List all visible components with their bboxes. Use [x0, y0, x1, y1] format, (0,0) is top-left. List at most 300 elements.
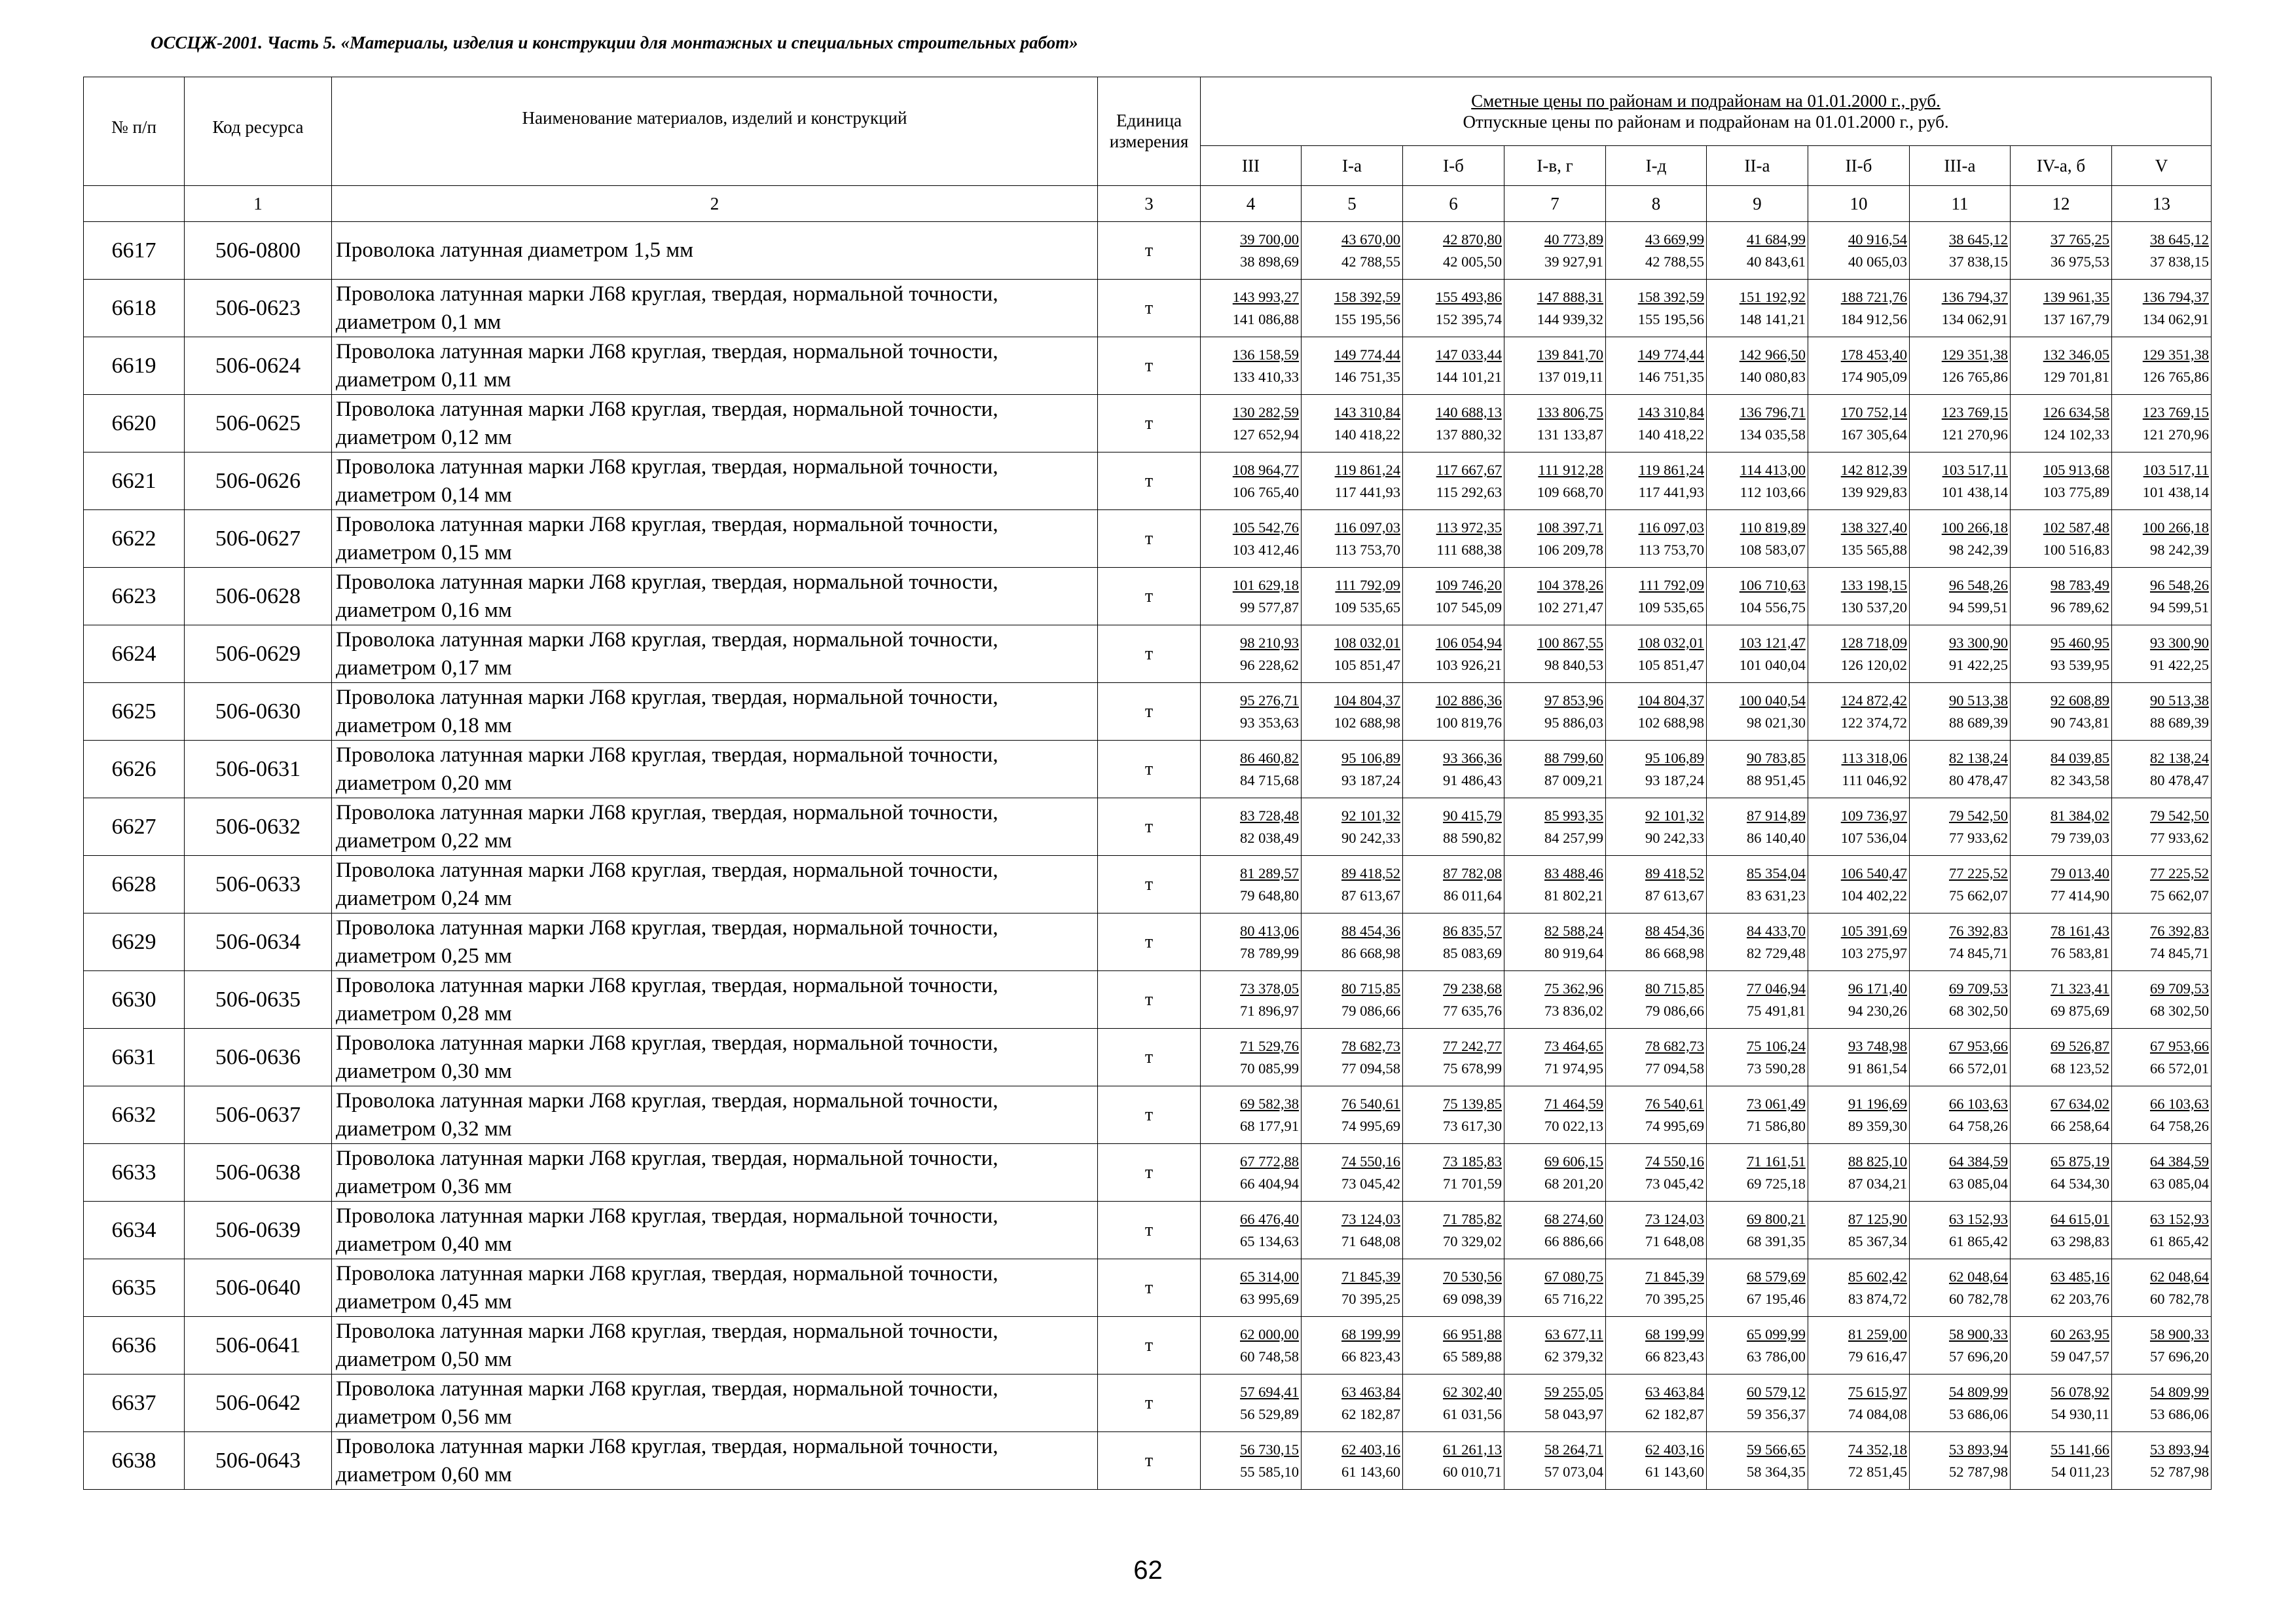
header-release-prices: Отпускные цены по районам и подрайонам на 01.01.2000 г., руб.: [1463, 112, 1949, 132]
table-row: [84, 625, 2212, 683]
release-price: 91 486,43: [1443, 771, 1502, 788]
release-price: 71 648,08: [1645, 1232, 1704, 1249]
estimate-price: 119 861,24: [1334, 461, 1400, 478]
release-price: 144 939,32: [1537, 310, 1603, 327]
page-number: 62: [1133, 1556, 1163, 1585]
price-cell: [1504, 856, 1606, 913]
release-price: 37 838,15: [2150, 253, 2210, 270]
estimate-price: 129 351,38: [1941, 346, 2008, 363]
column-index: 4: [1201, 186, 1302, 222]
estimate-price: 123 769,15: [2142, 403, 2210, 420]
estimate-price: 79 542,50: [1949, 807, 2008, 824]
estimate-price: 87 914,89: [1747, 807, 1806, 824]
release-price: 131 133,87: [1537, 426, 1603, 443]
release-price: 102 271,47: [1537, 599, 1603, 616]
release-price: 78 789,99: [1240, 944, 1299, 961]
release-price: 109 535,65: [1637, 599, 1704, 616]
release-price: 126 120,02: [1840, 656, 1907, 673]
release-price: 74 845,71: [2150, 944, 2210, 961]
unit: т: [1098, 1086, 1201, 1144]
price-cell: [2112, 741, 2212, 798]
header-price-group: [1201, 77, 2212, 146]
release-price: 66 404,94: [1240, 1175, 1299, 1192]
estimate-price: 74 550,16: [1341, 1153, 1400, 1170]
release-price: 113 753,70: [1638, 541, 1704, 558]
release-price: 74 995,69: [1341, 1117, 1400, 1134]
row-number: 6621: [84, 452, 185, 510]
release-price: 82 343,58: [2050, 771, 2109, 788]
estimate-price: 82 138,24: [2150, 749, 2210, 766]
price-cell: [1606, 683, 1707, 741]
estimate-price: 53 893,94: [2150, 1441, 2210, 1458]
price-cell: [1910, 337, 2011, 395]
row-number: 6624: [84, 625, 185, 683]
unit: т: [1098, 395, 1201, 452]
price-cell: [2011, 568, 2112, 625]
estimate-price: 136 794,37: [2142, 288, 2210, 305]
price-cell: [1403, 1432, 1504, 1490]
release-price: 77 414,90: [2050, 887, 2109, 904]
table-row: [84, 280, 2212, 337]
row-number: 6633: [84, 1144, 185, 1202]
column-index-row: [84, 186, 2212, 222]
price-cell: [1403, 1375, 1504, 1432]
release-price: 121 270,96: [1941, 426, 2008, 443]
unit: т: [1098, 452, 1201, 510]
table-row: [84, 1202, 2212, 1259]
estimate-price: 73 464,65: [1544, 1037, 1603, 1054]
release-price: 100 819,76: [1435, 714, 1502, 731]
release-price: 69 725,18: [1747, 1175, 1806, 1192]
price-cell: [1302, 452, 1403, 510]
price-cell: [1201, 1432, 1302, 1490]
unit: т: [1098, 683, 1201, 741]
estimate-price: 84 433,70: [1747, 922, 1806, 939]
price-cell: [1302, 337, 1403, 395]
table-row: [84, 1086, 2212, 1144]
release-price: 62 203,76: [2050, 1290, 2109, 1307]
price-cell: [1808, 971, 1910, 1029]
price-cell: [1910, 913, 2011, 971]
release-price: 117 441,93: [1334, 483, 1400, 500]
price-cell: [2112, 1202, 2212, 1259]
estimate-price: 97 853,96: [1544, 692, 1603, 709]
price-cell: [1201, 741, 1302, 798]
estimate-price: 106 054,94: [1435, 634, 1502, 651]
price-cell: [1302, 222, 1403, 280]
unit: т: [1098, 1144, 1201, 1202]
estimate-price: 85 354,04: [1747, 864, 1806, 881]
release-price: 74 084,08: [1848, 1405, 1907, 1422]
estimate-price: 143 993,27: [1232, 288, 1299, 305]
price-cell: [2112, 1086, 2212, 1144]
release-price: 109 535,65: [1334, 599, 1400, 616]
release-price: 89 359,30: [1848, 1117, 1907, 1134]
estimate-price: 41 684,99: [1747, 231, 1806, 248]
unit: т: [1098, 625, 1201, 683]
price-cell: [1403, 337, 1504, 395]
estimate-price: 93 300,90: [2150, 634, 2210, 651]
resource-code: 506-0623: [185, 280, 332, 337]
estimate-price: 130 282,59: [1232, 403, 1299, 420]
resource-code: 506-0641: [185, 1317, 332, 1375]
release-price: 126 765,86: [1941, 368, 2008, 385]
price-cell: [1403, 971, 1504, 1029]
resource-code: 506-0638: [185, 1144, 332, 1202]
release-price: 80 919,64: [1544, 944, 1603, 961]
price-cell: [1606, 1259, 1707, 1317]
release-price: 113 753,70: [1334, 541, 1400, 558]
release-price: 86 668,98: [1645, 944, 1704, 961]
estimate-price: 88 454,36: [1645, 922, 1704, 939]
price-cell: [2112, 683, 2212, 741]
estimate-price: 158 392,59: [1334, 288, 1400, 305]
release-price: 174 905,09: [1840, 368, 1907, 385]
price-cell: [1201, 280, 1302, 337]
estimate-price: 89 418,52: [1645, 864, 1704, 881]
estimate-price: 95 106,89: [1645, 749, 1704, 766]
release-price: 102 688,98: [1637, 714, 1704, 731]
release-price: 74 995,69: [1645, 1117, 1704, 1134]
material-name: Проволока латунная марки Л68 круглая, твердая, нормальной точности, диаметром 0,18 мм: [332, 683, 1098, 741]
release-price: 139 929,83: [1840, 483, 1907, 500]
price-cell: [1504, 683, 1606, 741]
release-price: 58 043,97: [1544, 1405, 1603, 1422]
estimate-price: 136 794,37: [1941, 288, 2008, 305]
release-price: 60 748,58: [1240, 1348, 1299, 1365]
estimate-price: 71 845,39: [1645, 1268, 1704, 1285]
unit: т: [1098, 1375, 1201, 1432]
release-price: 101 438,14: [2142, 483, 2210, 500]
release-price: 67 195,46: [1747, 1290, 1806, 1307]
release-price: 82 729,48: [1747, 944, 1806, 961]
material-name: Проволока латунная марки Л68 круглая, твердая, нормальной точности, диаметром 0,1 мм: [332, 280, 1098, 337]
release-price: 61 031,56: [1443, 1405, 1502, 1422]
price-cell: [1606, 395, 1707, 452]
estimate-price: 81 289,57: [1240, 864, 1299, 881]
price-cell: [1504, 971, 1606, 1029]
estimate-price: 93 300,90: [1949, 634, 2008, 651]
price-cell: [1403, 452, 1504, 510]
estimate-price: 40 773,89: [1544, 231, 1603, 248]
release-price: 95 886,03: [1544, 714, 1603, 731]
release-price: 75 678,99: [1443, 1060, 1502, 1077]
estimate-price: 91 196,69: [1848, 1095, 1907, 1112]
estimate-price: 117 667,67: [1436, 461, 1502, 478]
price-cell: [1707, 971, 1808, 1029]
estimate-price: 54 809,99: [1949, 1383, 2008, 1400]
release-price: 117 441,93: [1638, 483, 1704, 500]
estimate-price: 53 893,94: [1949, 1441, 2008, 1458]
release-price: 86 011,64: [1443, 887, 1502, 904]
estimate-price: 147 033,44: [1435, 346, 1502, 363]
price-cell: [1504, 1432, 1606, 1490]
price-cell: [2011, 395, 2112, 452]
material-name: Проволока латунная диаметром 1,5 мм: [332, 222, 1098, 280]
release-price: 63 786,00: [1747, 1348, 1806, 1365]
estimate-price: 73 185,83: [1443, 1153, 1502, 1170]
estimate-price: 64 384,59: [1949, 1153, 2008, 1170]
estimate-price: 73 378,05: [1240, 980, 1299, 997]
release-price: 90 743,81: [2050, 714, 2109, 731]
column-index: 2: [332, 186, 1098, 222]
price-cell: [1606, 510, 1707, 568]
estimate-price: 60 263,95: [2050, 1325, 2109, 1342]
table-row: [84, 683, 2212, 741]
table-row: [84, 798, 2212, 856]
price-cell: [2011, 856, 2112, 913]
estimate-price: 59 255,05: [1544, 1383, 1603, 1400]
release-price: 61 865,42: [2150, 1232, 2210, 1249]
price-cell: [1910, 1375, 2011, 1432]
release-price: 61 865,42: [1949, 1232, 2008, 1249]
estimate-price: 143 310,84: [1334, 403, 1400, 420]
estimate-price: 40 916,54: [1848, 231, 1907, 248]
resource-code: 506-0634: [185, 913, 332, 971]
release-price: 93 353,63: [1240, 714, 1299, 731]
resource-code: 506-0630: [185, 683, 332, 741]
price-cell: [2011, 1202, 2112, 1259]
release-price: 85 367,34: [1848, 1232, 1907, 1249]
release-price: 53 686,06: [1949, 1405, 2008, 1422]
price-cell: [1403, 568, 1504, 625]
price-cell: [1808, 856, 1910, 913]
release-price: 87 009,21: [1544, 771, 1603, 788]
release-price: 91 422,25: [1949, 656, 2008, 673]
table-row: [84, 1317, 2212, 1375]
material-name: Проволока латунная марки Л68 круглая, твердая, нормальной точности, диаметром 0,30 мм: [332, 1029, 1098, 1086]
table-row: [84, 856, 2212, 913]
estimate-price: 111 792,09: [1335, 576, 1400, 593]
price-cell: [1606, 280, 1707, 337]
price-cell: [1504, 452, 1606, 510]
column-index: 3: [1098, 186, 1201, 222]
price-cell: [1606, 1317, 1707, 1375]
estimate-price: 78 682,73: [1645, 1037, 1704, 1054]
estimate-price: 119 861,24: [1638, 461, 1704, 478]
release-price: 144 101,21: [1435, 368, 1502, 385]
release-price: 90 242,33: [1341, 829, 1400, 846]
price-cell: [1707, 568, 1808, 625]
price-cell: [1504, 1029, 1606, 1086]
estimate-price: 71 845,39: [1341, 1268, 1400, 1285]
header-name: Наименование материалов, изделий и конструкций: [332, 77, 1098, 186]
header-region: I-б: [1403, 146, 1504, 186]
release-price: 109 668,70: [1537, 483, 1603, 500]
release-price: 106 765,40: [1232, 483, 1299, 500]
price-cell: [1201, 913, 1302, 971]
price-cell: [1707, 222, 1808, 280]
unit: т: [1098, 856, 1201, 913]
release-price: 104 556,75: [1739, 599, 1806, 616]
estimate-price: 93 366,36: [1443, 749, 1502, 766]
release-price: 121 270,96: [2142, 426, 2210, 443]
row-number: 6632: [84, 1086, 185, 1144]
estimate-price: 58 264,71: [1544, 1441, 1603, 1458]
estimate-price: 84 039,85: [2050, 749, 2109, 766]
release-price: 40 843,61: [1747, 253, 1806, 270]
release-price: 94 230,26: [1848, 1002, 1907, 1019]
unit: т: [1098, 741, 1201, 798]
row-number: 6626: [84, 741, 185, 798]
price-cell: [1504, 1086, 1606, 1144]
estimate-price: 64 384,59: [2150, 1153, 2210, 1170]
unit: т: [1098, 1202, 1201, 1259]
estimate-price: 66 103,63: [2150, 1095, 2210, 1112]
price-cell: [1403, 856, 1504, 913]
release-price: 68 123,52: [2050, 1060, 2109, 1077]
price-cell: [1808, 222, 1910, 280]
estimate-price: 132 346,05: [2043, 346, 2109, 363]
price-cell: [1302, 510, 1403, 568]
price-cell: [1201, 625, 1302, 683]
price-cell: [1201, 1029, 1302, 1086]
estimate-price: 88 825,10: [1848, 1153, 1907, 1170]
estimate-price: 76 392,83: [2150, 922, 2210, 939]
estimate-price: 142 966,50: [1739, 346, 1806, 363]
estimate-price: 66 476,40: [1240, 1210, 1299, 1227]
price-cell: [2112, 1375, 2212, 1432]
release-price: 79 739,03: [2050, 829, 2109, 846]
price-cell: [1201, 337, 1302, 395]
release-price: 83 631,23: [1747, 887, 1806, 904]
price-cell: [1403, 1029, 1504, 1086]
material-name: Проволока латунная марки Л68 круглая, твердая, нормальной точности, диаметром 0,50 мм: [332, 1317, 1098, 1375]
estimate-price: 136 158,59: [1232, 346, 1299, 363]
release-price: 79 086,66: [1645, 1002, 1704, 1019]
release-price: 52 787,98: [1949, 1463, 2008, 1480]
release-price: 66 823,43: [1341, 1348, 1400, 1365]
release-price: 75 662,07: [2150, 887, 2210, 904]
price-cell: [2112, 568, 2212, 625]
estimate-price: 78 161,43: [2050, 922, 2109, 939]
price-cell: [1707, 741, 1808, 798]
row-number: 6620: [84, 395, 185, 452]
estimate-price: 43 669,99: [1645, 231, 1704, 248]
estimate-price: 139 841,70: [1537, 346, 1603, 363]
estimate-price: 87 125,90: [1848, 1210, 1907, 1227]
table-row: [84, 452, 2212, 510]
price-cell: [2112, 395, 2212, 452]
price-cell: [2112, 856, 2212, 913]
price-cell: [1910, 1259, 2011, 1317]
table-row: [84, 395, 2212, 452]
column-index: 11: [1910, 186, 2011, 222]
estimate-price: 62 403,16: [1645, 1441, 1704, 1458]
estimate-price: 89 418,52: [1341, 864, 1400, 881]
estimate-price: 59 566,65: [1747, 1441, 1806, 1458]
release-price: 107 545,09: [1435, 599, 1502, 616]
resource-code: 506-0637: [185, 1086, 332, 1144]
price-cell: [1201, 971, 1302, 1029]
release-price: 37 838,15: [1949, 253, 2008, 270]
price-cell: [1504, 1144, 1606, 1202]
price-cell: [1808, 798, 1910, 856]
unit: т: [1098, 280, 1201, 337]
estimate-price: 55 141,66: [2050, 1441, 2109, 1458]
price-cell: [1504, 510, 1606, 568]
estimate-price: 92 608,89: [2050, 692, 2109, 709]
table-row: [84, 913, 2212, 971]
price-cell: [1504, 625, 1606, 683]
estimate-price: 77 242,77: [1443, 1037, 1502, 1054]
resource-code: 506-0633: [185, 856, 332, 913]
release-price: 146 751,35: [1637, 368, 1704, 385]
release-price: 86 140,40: [1747, 829, 1806, 846]
price-cell: [2011, 1086, 2112, 1144]
release-price: 103 926,21: [1435, 656, 1502, 673]
release-price: 134 062,91: [2142, 310, 2210, 327]
release-price: 56 529,89: [1240, 1405, 1299, 1422]
price-cell: [1606, 971, 1707, 1029]
row-number: 6617: [84, 222, 185, 280]
estimate-price: 81 384,02: [2050, 807, 2109, 824]
price-cell: [1504, 568, 1606, 625]
release-price: 59 356,37: [1747, 1405, 1806, 1422]
release-price: 80 478,47: [2150, 771, 2210, 788]
estimate-price: 80 715,85: [1341, 980, 1400, 997]
price-cell: [2112, 913, 2212, 971]
price-cell: [2011, 798, 2112, 856]
release-price: 70 395,25: [1645, 1290, 1704, 1307]
release-price: 63 298,83: [2050, 1232, 2109, 1249]
release-price: 81 802,21: [1544, 887, 1603, 904]
price-cell: [1808, 395, 1910, 452]
price-cell: [2011, 337, 2112, 395]
price-cell: [1606, 798, 1707, 856]
estimate-price: 63 152,93: [2150, 1210, 2210, 1227]
estimate-price: 75 362,96: [1544, 980, 1603, 997]
row-number: 6637: [84, 1375, 185, 1432]
estimate-price: 77 225,52: [2150, 864, 2210, 881]
material-name: Проволока латунная марки Л68 круглая, твердая, нормальной точности, диаметром 0,32 мм: [332, 1086, 1098, 1144]
price-cell: [1808, 1259, 1910, 1317]
estimate-price: 170 752,14: [1840, 403, 1907, 420]
estimate-price: 62 403,16: [1341, 1441, 1400, 1458]
estimate-price: 105 391,69: [1840, 922, 1907, 939]
estimate-price: 128 718,09: [1840, 634, 1907, 651]
price-cell: [1910, 1317, 2011, 1375]
estimate-price: 104 804,37: [1334, 692, 1400, 709]
price-cell: [1504, 280, 1606, 337]
release-price: 140 418,22: [1334, 426, 1400, 443]
estimate-price: 140 688,13: [1435, 403, 1502, 420]
estimate-price: 100 040,54: [1739, 692, 1806, 709]
estimate-price: 133 198,15: [1840, 576, 1907, 593]
estimate-price: 138 327,40: [1840, 519, 1907, 536]
release-price: 100 516,83: [2043, 541, 2109, 558]
estimate-price: 76 540,61: [1341, 1095, 1400, 1112]
header-region: V: [2112, 146, 2212, 186]
estimate-price: 82 588,24: [1544, 922, 1603, 939]
unit: т: [1098, 971, 1201, 1029]
price-cell: [2112, 1029, 2212, 1086]
estimate-price: 104 378,26: [1537, 576, 1603, 593]
price-cell: [1707, 1086, 1808, 1144]
estimate-price: 149 774,44: [1334, 346, 1400, 363]
release-price: 77 933,62: [1949, 829, 2008, 846]
release-price: 184 912,56: [1840, 310, 1907, 327]
release-price: 90 242,33: [1645, 829, 1704, 846]
estimate-price: 90 783,85: [1747, 749, 1806, 766]
release-price: 98 242,39: [1949, 541, 2008, 558]
row-number: 6625: [84, 683, 185, 741]
price-cell: [1808, 1317, 1910, 1375]
estimate-price: 71 785,82: [1443, 1210, 1502, 1227]
estimate-price: 65 099,99: [1747, 1325, 1806, 1342]
release-price: 98 242,39: [2150, 541, 2210, 558]
estimate-price: 38 645,12: [1949, 231, 2008, 248]
